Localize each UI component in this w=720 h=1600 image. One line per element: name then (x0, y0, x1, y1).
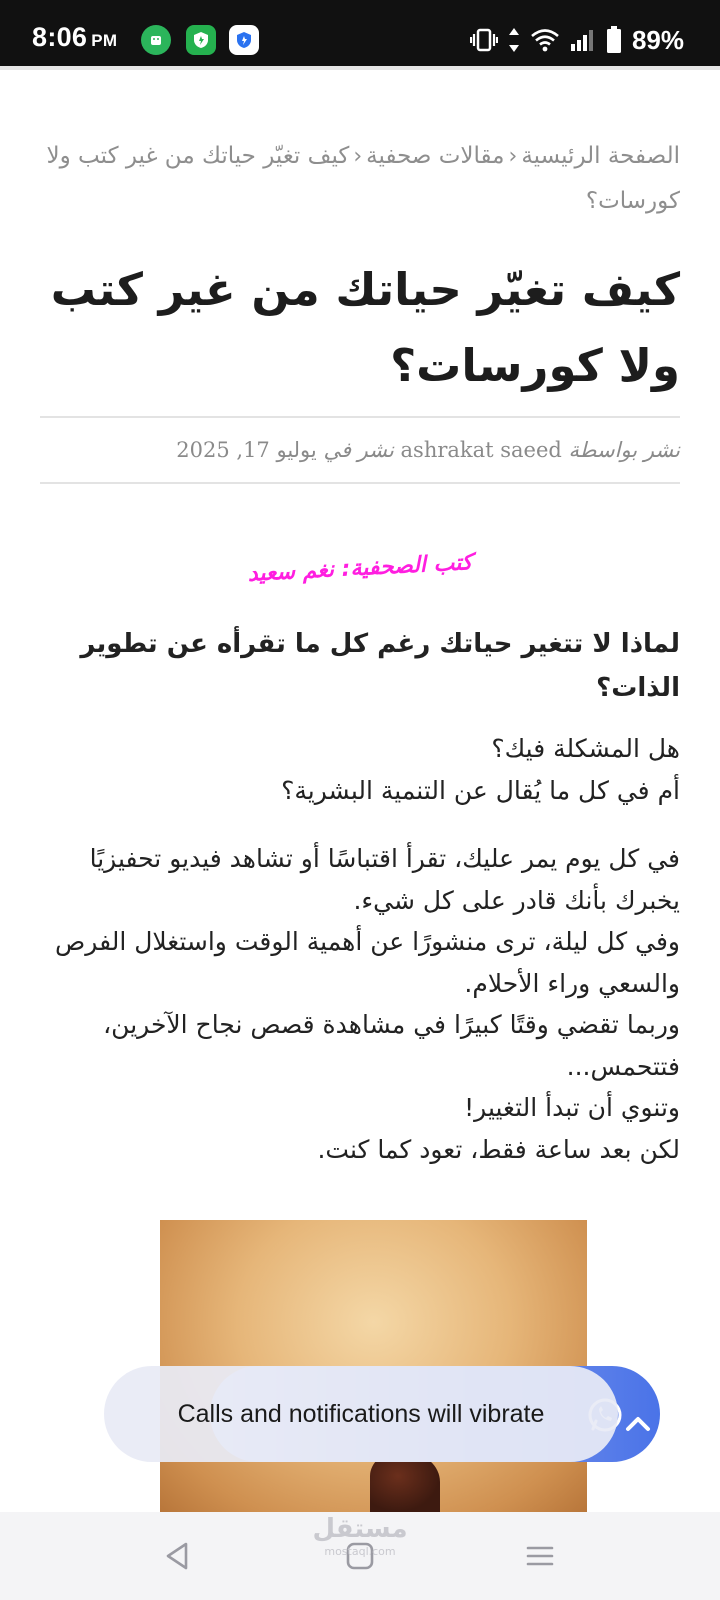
article-paragraph (40, 728, 680, 812)
vibrate-toast (104, 1366, 618, 1462)
published-in-label: نشر في (323, 438, 394, 462)
battery-icon (606, 26, 622, 54)
breadcrumb-category-link[interactable]: مقالات صحفية (366, 143, 505, 169)
paragraph-line: أم في كل ما يُقال عن التنمية البشرية؟ (281, 776, 680, 805)
paragraph-line: لكن بعد ساعة فقط، تعود كما كنت. (317, 1134, 680, 1164)
toast-message: Calls and notifications will vibrate (177, 1399, 545, 1428)
author-link[interactable]: ashrakat saeed (400, 438, 562, 462)
clock: 8:06 PM (32, 22, 118, 52)
watermark-latin: mostaql.com (324, 1545, 396, 1558)
android-icon (141, 25, 171, 55)
writer-credit: كتب الصحفية: نغم سعيد (247, 550, 473, 587)
data-arrows-icon (508, 27, 520, 53)
shield-icon (186, 25, 216, 55)
paragraph-line: في كل يوم يمر عليك، تقرأ اقتباسًا أو تشاهد فيديو تحفيزيًا يخبرك بأنك قادر على كل شيء. (89, 844, 680, 915)
status-bar-divider (0, 66, 720, 70)
chevron-left-icon: ‹ (353, 144, 363, 169)
watermark-arabic: مستقل (312, 1514, 408, 1544)
breadcrumb (40, 134, 680, 223)
status-bar (0, 0, 720, 66)
back-icon[interactable] (158, 1536, 198, 1576)
wifi-icon (530, 28, 560, 52)
chevron-left-icon: ‹ (508, 144, 518, 169)
paragraph-line: وتنوي أن تبدأ التغيير! (464, 1093, 680, 1122)
security-icon (229, 25, 259, 55)
paragraph-line: وربما تقضي وقتًا كبيرًا في مشاهدة قصص نجاح الآخرين، فتتحمس... (103, 1010, 680, 1081)
battery-percent: 89% (631, 24, 684, 55)
paragraph-line: وفي كل ليلة، ترى منشورًا عن أهمية الوقت واستغلال الفرص والسعي وراء الأحلام. (55, 927, 680, 998)
publish-date: يوليو 17, 2025 (176, 438, 317, 462)
article-title: كيف تغيّر حياتك من غير كتب ولا كورسات؟ (50, 263, 680, 392)
signal-icon (570, 28, 596, 52)
breadcrumb-home-link[interactable]: الصفحة الرئيسية (521, 143, 680, 169)
paragraph-line: هل المشكلة فيك؟ (491, 734, 680, 763)
published-by-label: نشر بواسطة (568, 438, 680, 462)
vibrate-icon (470, 28, 498, 52)
watermark-logo (310, 1512, 410, 1558)
recent-apps-icon[interactable] (520, 1536, 560, 1576)
article-heading: لماذا لا تتغير حياتك رغم كل ما تقرأه عن تطوير الذات؟ (80, 629, 680, 703)
article-paragraph (40, 838, 680, 1170)
scroll-top-icon[interactable] (620, 1405, 656, 1441)
breadcrumb-current: كيف تغيّر حياتك من غير كتب ولا كورسات؟ (46, 143, 680, 214)
article-meta (40, 416, 680, 484)
